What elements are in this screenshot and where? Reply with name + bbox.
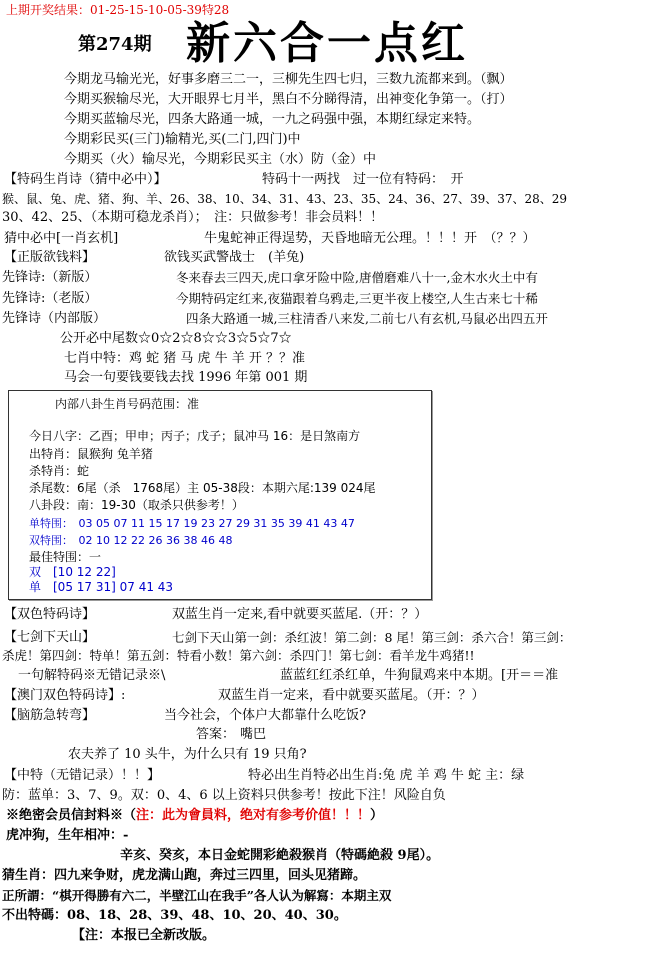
seven-zodiac-line: 七肖中特：鸡 蛇 猪 马 虎 牛 羊 开 ？？准 — [64, 351, 306, 366]
intro-line: 今期龙马输光光，好事多磨三二一，三柳先生四七归，三数九流都来到。（飘） — [64, 72, 513, 87]
qian-text: 欲钱买武警战士 (羊兔) — [164, 250, 305, 265]
qijian-line: 杀虎！第四剑：特单！第五剑：特看小数！第六剑：杀四门！第七剑：看羊龙牛鸡猪!! — [2, 648, 475, 663]
poem-text: 今期特码定红来,夜猫跟着乌鸦走,三更半夜上楼空,人生古来七十稀 — [176, 291, 538, 306]
member-note: 注：此为會員料，绝对有参考价值！！！ — [136, 808, 371, 823]
shuangse-text: 双蓝生肖一定来,看中就要买蓝尾.（开：？） — [172, 607, 428, 622]
guess-label: 猜中必中[一肖玄机] — [4, 231, 119, 246]
box-best: 最佳特围：一 — [29, 550, 102, 564]
box-shate: 杀特肖：蛇 — [29, 464, 90, 478]
poem-text: 冬来春去三四天,虎口拿牙险中险,唐僧磨难八十一,金木水火土中有 — [176, 270, 538, 285]
tail-number-line: 公开必中尾数☆0☆2☆8☆☆3☆5☆7☆ — [60, 331, 292, 346]
tail-line: 辛亥、癸亥，本日金蛇開彩絶殺猴肖（特碼絶殺 9尾）。 — [120, 848, 440, 863]
qian-label: 【正版欲钱料】 — [4, 250, 96, 265]
guess-text: 牛鬼蛇神正得逞势，天昏地暗无公理。！！！开 （？？） — [204, 231, 536, 246]
poem-label: 先锋诗:（老版） — [2, 291, 98, 306]
tail-line: 不出特碼：08、18、28、39、48、10、20、40、30。 — [2, 908, 347, 923]
last-result: 上期开奖结果：01-25-15-10-05-39特28 — [6, 3, 230, 17]
aomen-label: 【澳门双色特码诗】: — [4, 688, 126, 703]
tail-line: 虎冲狗，生年相冲：- — [6, 828, 129, 843]
naojin-answer-label: 答案： — [196, 727, 236, 742]
tema-heading: 【特码生肖诗（猜中必中）】 — [4, 172, 167, 187]
page-title: 新六合一点红 — [186, 18, 468, 69]
issue-number: 第274期 — [78, 34, 152, 55]
intro-line: 今期买（火）输尽光，今期彩民买主（水）防（金）中 — [64, 152, 377, 167]
poem-label: 先锋诗:（新版） — [2, 270, 98, 285]
poem-label: 先锋诗（内部版） — [2, 311, 107, 326]
naojin-riddle: 农夫养了 10 头牛，为什么只有 19 只角? — [68, 747, 307, 762]
tail-line: 【注：本报已全新改版。 — [72, 928, 216, 943]
member-line — [6, 808, 383, 824]
intro-line: 今期买猴输尽光，大开眼界七月半，黑白不分睇得清，出神变化争第一。（打） — [64, 92, 513, 107]
tema-list: 30、42、25、（本期可稳龙杀肖）； 注：只做参考！非会员料！！ — [2, 210, 384, 225]
zhongte-text: 特必出生肖特必出生肖:兔 虎 羊 鸡 牛 蛇 主：绿 — [248, 768, 525, 783]
tema-poem: 特码十一两找 过一位有特码： 开 — [262, 172, 464, 187]
poem-text: 四条大路通一城,三柱清香八来发,二前七八有玄机,马鼠必出四五开 — [186, 311, 548, 326]
macau-line: 马会一句要钱要钱去找 1996 年第 001 期 — [64, 370, 308, 385]
box-bazi: 今日八字：乙酉；甲申；丙子；戊子；鼠冲马 16：是日煞南方 — [29, 429, 361, 443]
member-prefix: ※绝密会员信封料※（ — [6, 808, 137, 823]
tail-line: 猜生肖：四九来争财，虎龙满山跑，奔过三四里，回头见猪蹄。 — [2, 868, 367, 883]
zhongte-fang: 防：蓝单：3、7、9。双：0、4、6 以上资料只供参考！按此下注！风险自负 — [2, 788, 446, 803]
box-shuang: 双特围： 02 10 12 22 26 36 38 46 48 — [29, 534, 233, 547]
zhongte-label: 【中特（无错记录）！！】 — [4, 768, 161, 783]
box-chute: 出特肖：鼠猴狗 兔羊猪 — [29, 447, 153, 461]
aomen-text: 双蓝生肖一定来，看中就要买蓝尾。（开：？） — [218, 688, 485, 703]
box-dan: 单特围： 03 05 07 11 15 17 19 23 27 29 31 35 39 41 43 47 — [29, 517, 355, 530]
shuangse-label: 【双色特码诗】 — [4, 607, 96, 622]
tail-line: 正所謂：“棋开得勝有六二，半壁江山在我手”各人认为解寫：本期主双 — [2, 888, 392, 903]
jie-text: 蓝蓝红红杀红单，牛狗鼠鸡来中本期。[开＝＝准 — [280, 668, 559, 683]
naojin-question: 当今社会，个体户大都靠什么吃饭? — [164, 708, 366, 723]
intro-line: 今期彩民买(三门)输精光,买(二门,四门)中 — [64, 132, 301, 147]
tema-list: 猴、鼠、兔、虎、猪、狗、羊、26、38、10、34、31、43、23、35、24、36、27、39、37、28、29 — [2, 192, 568, 206]
member-suffix: ） — [370, 808, 384, 823]
naojin-label: 【脑筋急转弯】 — [4, 708, 96, 723]
box-d: 单 [05 17 31] 07 41 43 — [29, 580, 174, 594]
box-bagua: 八卦段：南：19-30（取杀只供参考！） — [29, 498, 244, 512]
bagua-box — [8, 390, 432, 600]
qijian-line: 七剑下天山第一剑：杀红波！第二剑：8 尾！第三剑：杀六合！第三剑： — [172, 630, 572, 645]
box-s: 双 [10 12 22] — [29, 565, 116, 579]
qijian-label: 【七剑下天山】 — [4, 630, 96, 645]
naojin-answer: 嘴巴 — [240, 727, 267, 742]
box-shawei: 杀尾数：6尾（杀 1768尾）主 05-38段：本期六尾:139 024尾 — [29, 481, 376, 495]
jie-label: 一句解特码※无错记录※\ — [18, 668, 166, 683]
intro-line: 今期买蓝输尽光，四条大路通一城，一九之码强中强，本期红绿定来特。 — [64, 112, 481, 127]
box-title: 内部八卦生肖号码范围：准 — [55, 397, 200, 411]
